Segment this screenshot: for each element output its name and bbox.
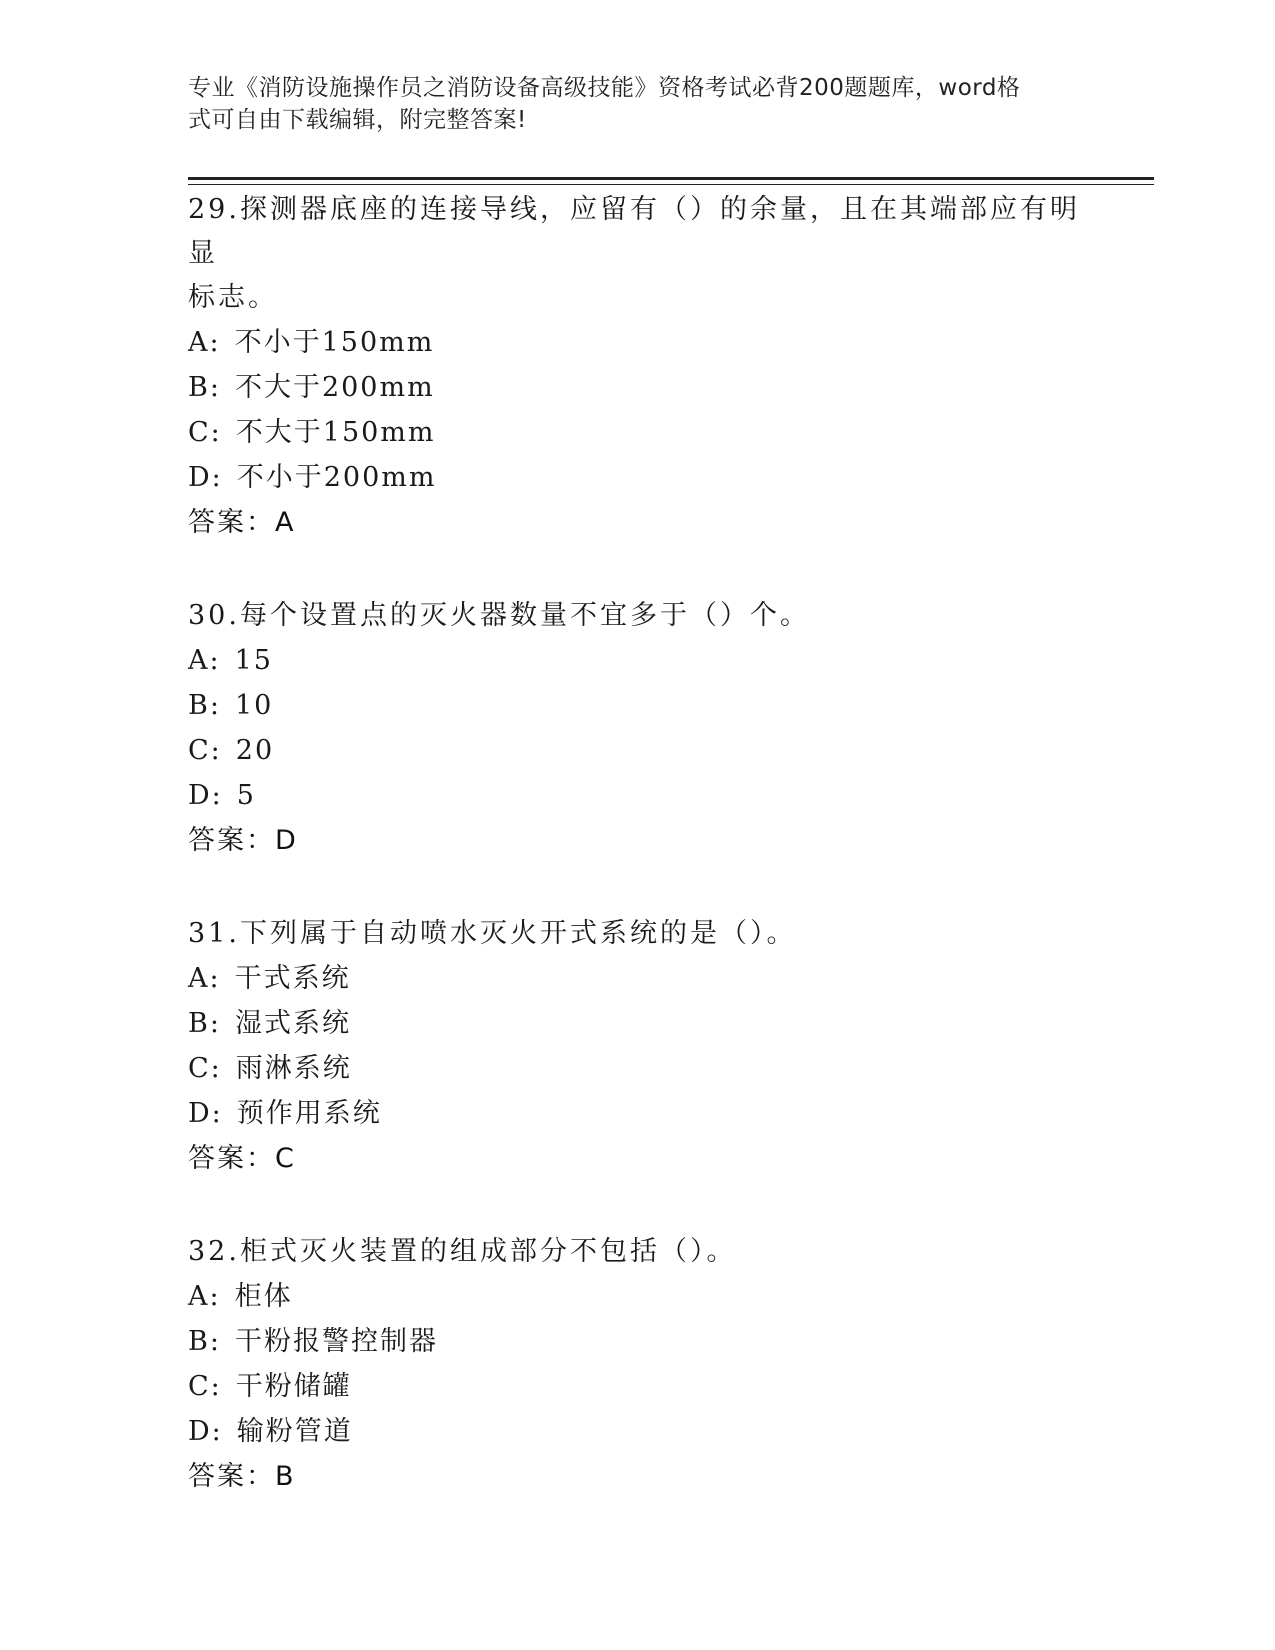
option-letter: B: — [188, 1008, 221, 1039]
option-letter: C: — [188, 735, 222, 766]
option-text: 雨淋系统 — [235, 1053, 352, 1084]
header-line-1: 专业《消防设施操作员之消防设备高级技能》资格考试必背200题题库，word格 — [188, 75, 1021, 101]
option-text: 15 — [234, 645, 273, 676]
option-letter: D: — [188, 462, 223, 493]
option-c — [188, 728, 1088, 773]
option-text: 干式系统 — [234, 963, 351, 994]
option-c — [188, 1364, 1088, 1409]
option-text: 预作用系统 — [236, 1098, 382, 1129]
answer: 答案：C — [188, 1143, 296, 1174]
option-a — [188, 638, 1088, 683]
option-text: 5 — [236, 780, 256, 811]
option-c — [188, 410, 1088, 455]
option-text: 10 — [234, 690, 274, 721]
option-letter: C: — [188, 417, 222, 448]
option-b — [188, 365, 1088, 410]
option-text: 输粉管道 — [236, 1416, 353, 1447]
option-c — [188, 1046, 1088, 1091]
option-text: 湿式系统 — [234, 1008, 351, 1039]
option-text: 干粉储罐 — [235, 1371, 352, 1402]
option-d — [188, 1091, 1088, 1136]
option-letter: B: — [188, 1326, 221, 1357]
option-b — [188, 683, 1088, 728]
option-letter: A: — [188, 963, 221, 994]
option-a — [188, 1274, 1088, 1319]
header-divider-thick — [188, 177, 1154, 180]
option-letter: A: — [188, 327, 221, 358]
answer: 答案：A — [188, 507, 296, 538]
option-text: 不大于200mm — [234, 372, 435, 403]
option-b — [188, 1319, 1088, 1364]
option-text: 不小于200mm — [236, 462, 437, 493]
question-stem-line: 32.柜式灭火装置的组成部分不包括（）。 — [188, 1236, 737, 1267]
header-line-2: 式可自由下载编辑，附完整答案! — [188, 107, 527, 133]
question-list — [188, 188, 1088, 1548]
option-letter: C: — [188, 1371, 222, 1402]
question-stem-line: 标志。 — [188, 282, 278, 313]
option-d — [188, 773, 1088, 818]
question-stem-line: 31.下列属于自动喷水灭火开式系统的是（）。 — [188, 918, 797, 949]
option-letter: B: — [188, 690, 221, 721]
option-d — [188, 455, 1088, 500]
document-header — [188, 72, 1068, 136]
question-stem-line: 29.探测器底座的连接导线，应留有（）的余量，且在其端部应有明显 — [188, 194, 1080, 269]
header-divider-thin — [188, 184, 1154, 185]
option-d — [188, 1409, 1088, 1454]
question-30 — [188, 594, 1088, 864]
option-letter: A: — [188, 645, 221, 676]
question-stem-line: 30.每个设置点的灭火器数量不宜多于（）个。 — [188, 600, 810, 631]
option-a — [188, 320, 1088, 365]
option-a — [188, 956, 1088, 1001]
question-31 — [188, 912, 1088, 1182]
option-letter: D: — [188, 1098, 223, 1129]
answer: 答案：B — [188, 1461, 296, 1492]
option-letter: A: — [188, 1281, 221, 1312]
option-text: 不小于150mm — [234, 327, 435, 358]
option-text: 20 — [235, 735, 275, 766]
option-letter: D: — [188, 1416, 223, 1447]
option-letter: C: — [188, 1053, 222, 1084]
answer: 答案：D — [188, 825, 298, 856]
option-letter: B: — [188, 372, 221, 403]
option-b — [188, 1001, 1088, 1046]
option-text: 干粉报警控制器 — [234, 1326, 438, 1357]
option-text: 柜体 — [234, 1281, 293, 1312]
question-32 — [188, 1230, 1088, 1500]
question-29 — [188, 188, 1088, 546]
option-letter: D: — [188, 780, 223, 811]
option-text: 不大于150mm — [235, 417, 436, 448]
